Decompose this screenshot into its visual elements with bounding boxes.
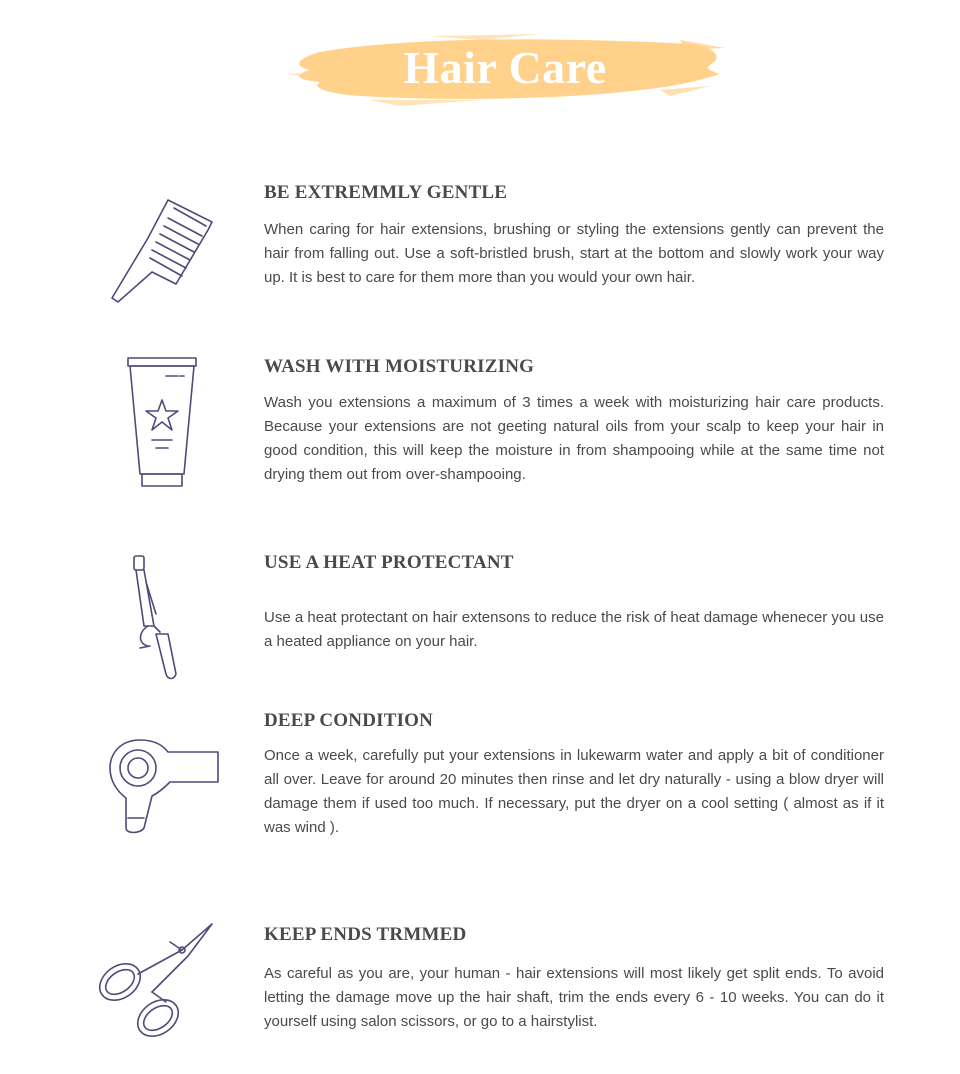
comb-icon — [108, 196, 218, 308]
page-title: Hair Care — [403, 42, 607, 93]
title-banner — [280, 30, 730, 110]
hair-dryer-icon — [106, 736, 224, 838]
section-body-heat: Use a heat protectant on hair extensons to reduce the risk of heat damage whenecer you use a heated appliance on your hair. — [264, 609, 884, 650]
section-heading-heat: USE A HEAT PROTECTANT — [264, 552, 514, 573]
section-body-wash: Wash you extensions a maximum of 3 times a week with moisturizing hair care products. Because your extensions are not geeting natural oils from your scalp to keep your hair in good condition, this will keep the moisture in from shampooing while at the same time not drying them out from over-shampooing. — [264, 394, 884, 483]
scissors-icon — [96, 920, 218, 1044]
section-body-trim: As careful as you are, your human - hair extensions will most likely get split ends. To avoid letting the damage move up the hair shaft, trim the ends every 6 - 10 weeks. You can do it yourself using salon scissors, or go to a hairstylist. — [264, 965, 884, 1030]
section-heading-wash: WASH WITH MOISTURIZING — [264, 356, 535, 377]
lotion-tube-icon — [126, 356, 198, 490]
section-heading-condition: DEEP CONDITION — [264, 710, 434, 731]
section-body-gentle: When caring for hair extensions, brushing or styling the extensions gently can prevent the hair from falling out. Use a soft-bristled brush, start at the bottom and slowly work your way up. It is best to care for them more than you would your own hair. — [264, 221, 884, 286]
section-body-condition: Once a week, carefully put your extensions in lukewarm water and apply a bit of conditioner all over. Leave for around 20 minutes then rinse and let dry naturally - using a blow dryer will damage them if used too much. If necessary, put the dryer on a cool setting ( almost as if it was wind ). — [264, 747, 884, 836]
section-heading-gentle: BE EXTREMMLY GENTLE — [264, 182, 508, 203]
section-heading-trim: KEEP ENDS TRMMED — [264, 924, 467, 945]
curling-iron-icon — [128, 552, 184, 682]
